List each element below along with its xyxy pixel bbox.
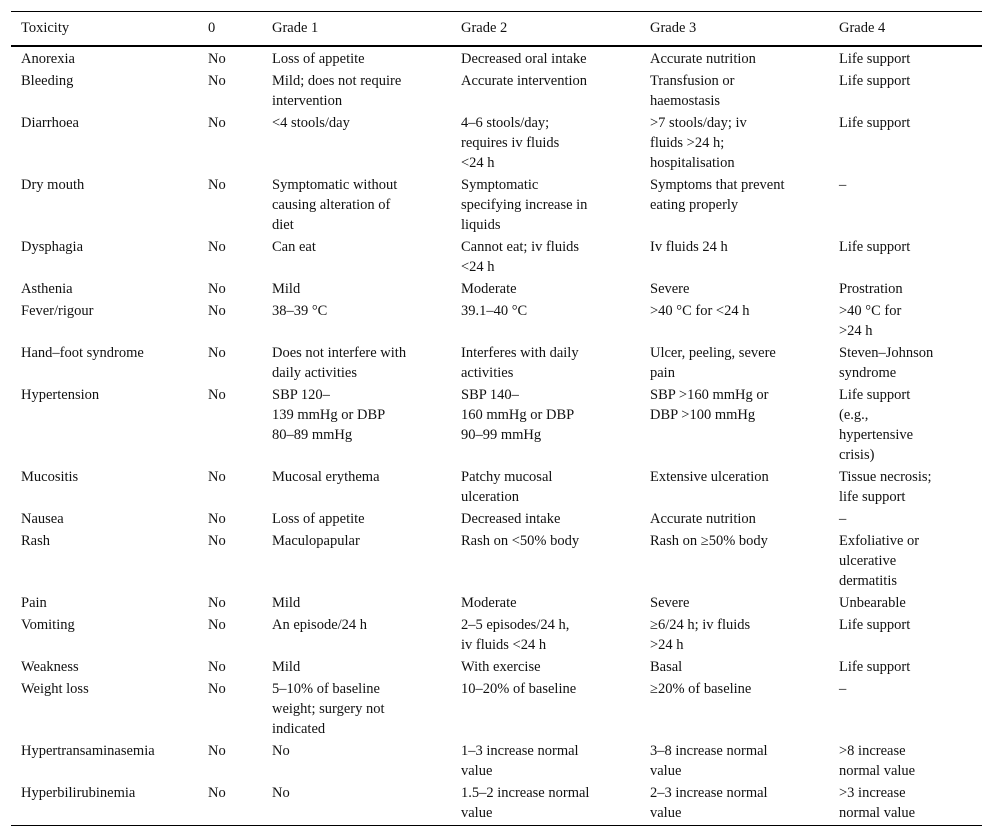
toxicity-cell: Anorexia (21, 51, 75, 67)
table-row (11, 174, 982, 236)
grade-1-cell: No (272, 785, 290, 801)
grade-2-cell: With exercise (461, 659, 541, 675)
table-row (11, 592, 982, 614)
grade-2-cell: 1–3 increase normal value (461, 743, 579, 779)
grade-1-cell: Mild (272, 595, 301, 611)
grade-2-cell: SBP 140– 160 mmHg or DBP 90–99 mmHg (461, 387, 575, 443)
toxicity-cell: Bleeding (21, 73, 74, 89)
grade-2-cell: Interferes with daily activities (461, 345, 579, 381)
toxicity-cell: Weakness (21, 659, 79, 675)
grade-0-cell: No (208, 281, 226, 297)
grade-1-cell: Mild (272, 281, 301, 297)
table-body (11, 46, 982, 826)
grade-2-cell: 1.5–2 increase normal value (461, 785, 590, 821)
header-grade-2: Grade 2 (461, 20, 508, 36)
toxicity-cell: Hyperbilirubinemia (21, 785, 136, 801)
header-row (11, 12, 982, 47)
grade-3-cell: SBP >160 mmHg or DBP >100 mmHg (650, 387, 769, 423)
grade-0-cell: No (208, 533, 226, 549)
grade-3-cell: Ulcer, peeling, severe pain (650, 345, 776, 381)
grade-3-cell: Symptoms that prevent eating properly (650, 177, 785, 213)
grade-4-cell: >3 increase normal value (839, 785, 916, 821)
grade-3-cell: Transfusion or haemostasis (650, 73, 735, 109)
grade-1-cell: No (272, 743, 290, 759)
grade-0-cell: No (208, 511, 226, 527)
table-row (11, 384, 982, 466)
grade-4-cell: Life support (839, 617, 911, 633)
grade-3-cell: ≥6/24 h; iv fluids >24 h (650, 617, 751, 653)
grade-4-cell: Life support (839, 51, 911, 67)
toxicity-table-container (11, 11, 982, 826)
grade-2-cell: Accurate intervention (461, 73, 588, 89)
grade-4-cell: Life support (e.g., hypertensive crisis) (839, 387, 914, 463)
grade-0-cell: No (208, 239, 226, 255)
table-row (11, 678, 982, 740)
grade-4-cell: Prostration (839, 281, 903, 297)
table-row (11, 656, 982, 678)
grade-1-cell: <4 stools/day (272, 115, 350, 131)
grade-2-cell: Moderate (461, 281, 517, 297)
grade-4-cell: Life support (839, 73, 911, 89)
toxicity-cell: Nausea (21, 511, 64, 527)
grade-0-cell: No (208, 115, 226, 131)
toxicity-grading-table (11, 11, 982, 826)
toxicity-cell: Dysphagia (21, 239, 84, 255)
grade-1-cell: Symptomatic without causing alteration of diet (272, 177, 398, 233)
grade-1-cell: 38–39 °C (272, 303, 328, 319)
toxicity-cell: Pain (21, 595, 47, 611)
grade-0-cell: No (208, 617, 226, 633)
toxicity-cell: Rash (21, 533, 50, 549)
table-row (11, 70, 982, 112)
table-row (11, 508, 982, 530)
grade-0-cell: No (208, 785, 226, 801)
grade-3-cell: Iv fluids 24 h (650, 239, 728, 255)
header-toxicity: Toxicity (21, 20, 70, 36)
toxicity-cell: Vomiting (21, 617, 75, 633)
table-row (11, 614, 982, 656)
table-row (11, 46, 982, 70)
grade-4-cell: Life support (839, 239, 911, 255)
grade-0-cell: No (208, 595, 226, 611)
table-row (11, 236, 982, 278)
grade-4-cell: Steven–Johnson syndrome (839, 345, 934, 381)
grade-3-cell: >40 °C for <24 h (650, 303, 750, 319)
grade-2-cell: Decreased intake (461, 511, 561, 527)
grade-4-cell: – (839, 681, 847, 697)
grade-1-cell: Does not interfere with daily activities (272, 345, 407, 381)
grade-3-cell: 3–8 increase normal value (650, 743, 768, 779)
toxicity-cell: Dry mouth (21, 177, 85, 193)
grade-2-cell: Cannot eat; iv fluids <24 h (461, 239, 579, 275)
grade-0-cell: No (208, 387, 226, 403)
grade-1-cell: Maculopapular (272, 533, 360, 549)
table-row (11, 300, 982, 342)
grade-2-cell: Symptomatic specifying increase in liquids (461, 177, 588, 233)
grade-1-cell: Mild (272, 659, 301, 675)
grade-1-cell: 5–10% of baseline weight; surgery not indicated (272, 681, 385, 737)
toxicity-cell: Asthenia (21, 281, 73, 297)
grade-4-cell: Exfoliative or ulcerative dermatitis (839, 533, 920, 589)
grade-2-cell: 2–5 episodes/24 h, iv fluids <24 h (461, 617, 570, 653)
grade-3-cell: Severe (650, 281, 690, 297)
grade-4-cell: Unbearable (839, 595, 906, 611)
grade-1-cell: SBP 120– 139 mmHg or DBP 80–89 mmHg (272, 387, 386, 443)
grade-3-cell: Rash on ≥50% body (650, 533, 768, 549)
toxicity-cell: Hypertension (21, 387, 100, 403)
grade-3-cell: >7 stools/day; iv fluids >24 h; hospitalisation (650, 115, 747, 171)
grade-1-cell: Mucosal erythema (272, 469, 380, 485)
table-row (11, 342, 982, 384)
grade-0-cell: No (208, 681, 226, 697)
toxicity-cell: Weight loss (21, 681, 89, 697)
grade-3-cell: Accurate nutrition (650, 51, 756, 67)
grade-3-cell: Severe (650, 595, 690, 611)
grade-3-cell: Basal (650, 659, 683, 675)
grade-4-cell: >8 increase normal value (839, 743, 916, 779)
header-grade-0: 0 (208, 20, 216, 36)
grade-2-cell: Moderate (461, 595, 517, 611)
table-header (11, 12, 982, 47)
toxicity-cell: Diarrhoea (21, 115, 79, 131)
grade-1-cell: Can eat (272, 239, 316, 255)
grade-2-cell: Rash on <50% body (461, 533, 580, 549)
grade-0-cell: No (208, 51, 226, 67)
grade-4-cell: >40 °C for >24 h (839, 303, 902, 339)
grade-4-cell: Tissue necrosis; life support (839, 469, 932, 505)
table-row (11, 530, 982, 592)
toxicity-cell: Hand–foot syndrome (21, 345, 144, 361)
grade-0-cell: No (208, 177, 226, 193)
table-row (11, 740, 982, 782)
grade-3-cell: ≥20% of baseline (650, 681, 752, 697)
grade-0-cell: No (208, 743, 226, 759)
grade-0-cell: No (208, 345, 226, 361)
grade-1-cell: Loss of appetite (272, 511, 365, 527)
header-grade-4: Grade 4 (839, 20, 886, 36)
grade-3-cell: 2–3 increase normal value (650, 785, 768, 821)
grade-1-cell: Mild; does not require intervention (272, 73, 402, 109)
toxicity-cell: Hypertransaminasemia (21, 743, 155, 759)
grade-0-cell: No (208, 469, 226, 485)
grade-0-cell: No (208, 73, 226, 89)
header-grade-1: Grade 1 (272, 20, 319, 36)
grade-2-cell: Patchy mucosal ulceration (461, 469, 553, 505)
grade-3-cell: Extensive ulceration (650, 469, 769, 485)
grade-0-cell: No (208, 303, 226, 319)
grade-0-cell: No (208, 659, 226, 675)
table-row (11, 112, 982, 174)
header-grade-3: Grade 3 (650, 20, 697, 36)
toxicity-cell: Fever/rigour (21, 303, 94, 319)
table-row (11, 782, 982, 826)
grade-4-cell: – (839, 511, 847, 527)
grade-4-cell: Life support (839, 115, 911, 131)
grade-1-cell: Loss of appetite (272, 51, 365, 67)
table-row (11, 278, 982, 300)
grade-2-cell: 39.1–40 °C (461, 303, 528, 319)
grade-4-cell: Life support (839, 659, 911, 675)
grade-2-cell: Decreased oral intake (461, 51, 587, 67)
grade-4-cell: – (839, 177, 847, 193)
grade-2-cell: 10–20% of baseline (461, 681, 577, 697)
grade-3-cell: Accurate nutrition (650, 511, 756, 527)
grade-1-cell: An episode/24 h (272, 617, 368, 633)
grade-2-cell: 4–6 stools/day; requires iv fluids <24 h (461, 115, 560, 171)
toxicity-cell: Mucositis (21, 469, 79, 485)
table-row (11, 466, 982, 508)
